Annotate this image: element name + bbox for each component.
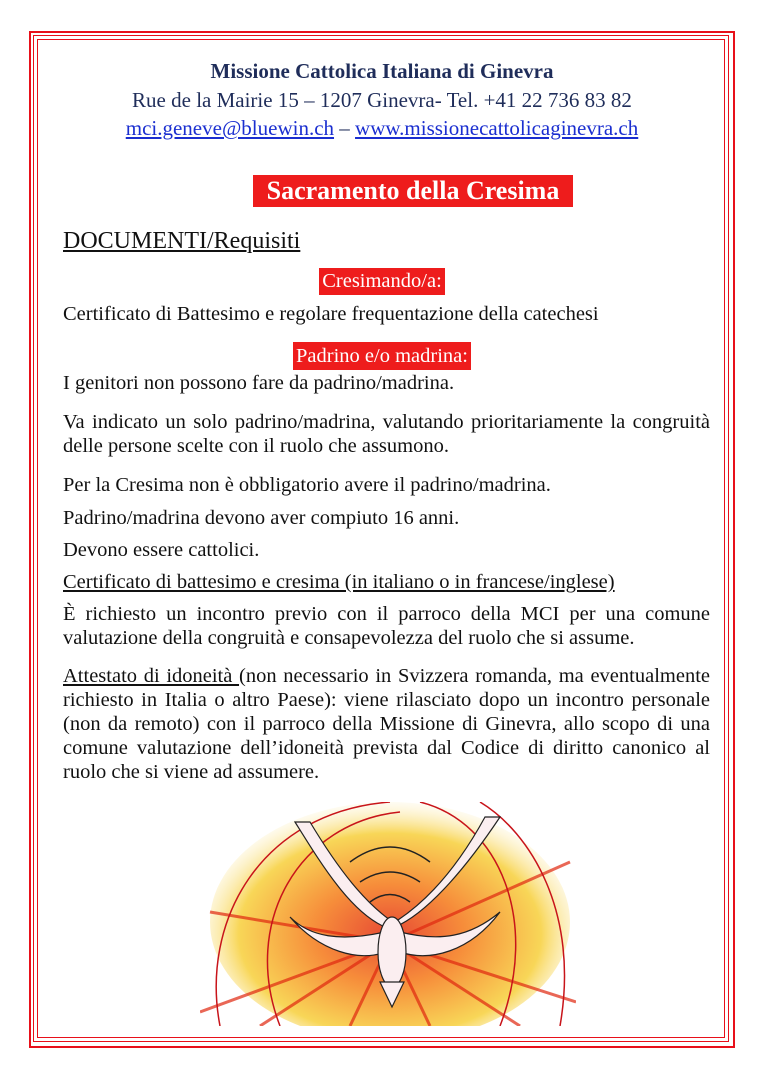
page-title: Sacramento della Cresima	[253, 175, 573, 207]
section-heading: DOCUMENTI/Requisiti	[63, 228, 301, 254]
padrino-item: È richiesto un incontro previo con il parroco della MCI per una comune valutazione della congruità e consapevolezza del ruolo che si assume.	[63, 603, 710, 649]
title-wrap	[253, 175, 573, 207]
padrino-item: Devono essere cattolici.	[63, 539, 260, 561]
cresimando-label-wrap	[0, 268, 764, 295]
padrino-label-wrap	[0, 342, 764, 370]
padrino-item: Per la Cresima non è obbligatorio avere il padrino/madrina.	[63, 474, 551, 496]
email-link[interactable]: mci.geneve@bluewin.ch	[125, 116, 335, 140]
address: Rue de la Mairie 15 – 1207 Ginevra- Tel. +41 22 736 83 82	[132, 88, 632, 112]
website-link[interactable]: www.missionecattolicaginevra.ch	[355, 116, 639, 140]
padrino-item: I genitori non possono fare da padrino/madrina.	[63, 372, 455, 394]
contact-links	[0, 115, 764, 141]
cresimando-label: Cresimando/a:	[319, 268, 445, 295]
cresimando-text: Certificato di Battesimo e regolare frequentazione della catechesi	[63, 303, 599, 325]
org-name: Missione Cattolica Italiana di Ginevra	[210, 59, 554, 83]
attestato-paragraph	[63, 664, 710, 784]
padrino-item: Padrino/madrina devono aver compiuto 16 anni.	[63, 507, 460, 529]
attestato-text: (non necessario in Svizzera romanda, ma eventualmente richiesto in Italia o altro Paese): viene rilasciato dopo un incontro personale (non da remoto) con il parroco della Missione di Ginevra, allo scopo di una comune valutazione dell’idoneità prevista dal Codice di diritto canonico al ruolo che si viene ad assumere.	[63, 665, 710, 783]
attestato-label: Attestato di idoneità	[63, 665, 240, 687]
separator: –	[339, 116, 350, 140]
padrino-item: Certificato di battesimo e cresima (in italiano o in francese/inglese)	[63, 571, 615, 593]
padrino-label: Padrino e/o madrina:	[293, 342, 471, 370]
holy-spirit-dove-illustration	[200, 802, 576, 1026]
padrino-item: Va indicato un solo padrino/madrina, valutando prioritariamente la congruità delle persone scelte con il ruolo che assumono.	[63, 411, 710, 457]
